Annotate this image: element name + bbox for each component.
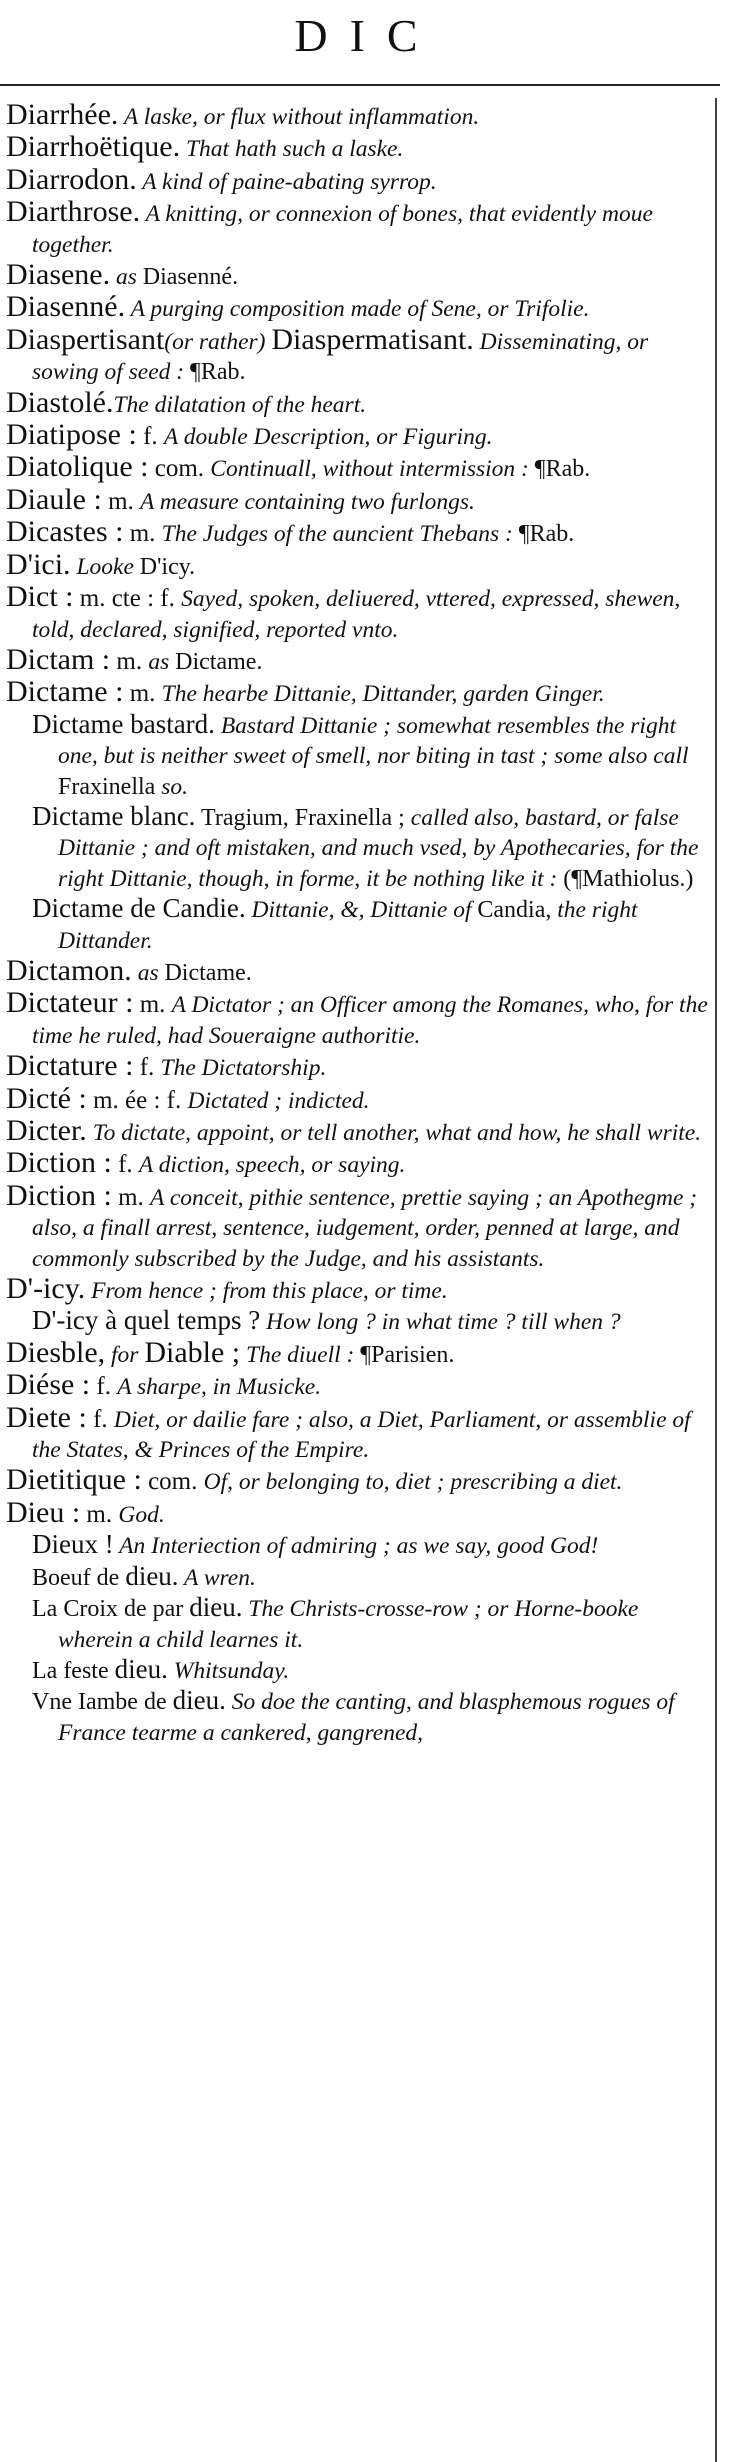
dictionary-entry — [6, 1335, 708, 1370]
headword: Diction : — [6, 1146, 112, 1180]
definition: From hence ; from this place, or time. — [85, 1278, 448, 1305]
definition: A conceit, pithie sentence, prettie saying ; an Apothegme ; also, a finall arrest, sentence, iudgement, order, penned at large, and commonly subscribed by the Judge, and his assistants. — [32, 1184, 698, 1272]
dictionary-entry — [6, 292, 708, 324]
sub-entry — [6, 1686, 708, 1748]
grammar-note: m. — [123, 520, 162, 548]
roman-text: Tragium, Fraxinella ; — [195, 804, 411, 831]
roman-text: La feste — [32, 1657, 115, 1684]
dictionary-entry — [6, 385, 708, 420]
headword: Dictame : — [6, 675, 124, 709]
grammar-note: m. — [133, 991, 172, 1019]
definition: as — [148, 648, 176, 675]
dictionary-entry — [6, 132, 708, 164]
definition: A laske, or flux without inflammation. — [118, 104, 480, 130]
definition: Dittanie, &, Dittanie of — [245, 897, 478, 924]
definition: called also, bastard, or false Dittanie ; and oft mistaken, and much vsed, by Apothecaries, for the right Dittanie, though, in forme, it be nothing like it : — [58, 804, 699, 892]
page-header: DIC — [294, 10, 440, 61]
definition: Whitsunday. — [167, 1657, 290, 1684]
sub-entry — [6, 1562, 708, 1593]
roman-text: Vne Iambe de — [32, 1689, 173, 1716]
definition: Diet, or dailie fare ; also, a Diet, Parliament, or assemblie of the States, & Princes of the Empire. — [32, 1406, 691, 1464]
sub-entry — [6, 894, 708, 956]
headword: Diése : — [6, 1368, 91, 1402]
headword: Diarrodon. — [6, 162, 137, 196]
headword: D'ici. — [6, 547, 71, 581]
definition: An Interiection of admiring ; as we say, good God! — [113, 1533, 599, 1560]
roman-text: Dictame. — [175, 648, 263, 675]
headword: dieu. — [125, 1560, 179, 1591]
headword: Dictam : — [6, 642, 111, 676]
headword: Diatolique : — [6, 450, 149, 484]
grammar-note: m. — [101, 487, 141, 515]
definition: A knitting, or connexion of bones, that evidently moue together. — [32, 201, 653, 258]
definition: as — [131, 959, 165, 986]
definition: A measure containing two furlongs. — [140, 488, 475, 515]
headword: Dictame de Candie. — [32, 893, 246, 924]
roman-text: ¶Rab. — [189, 359, 246, 386]
definition: Looke — [70, 553, 140, 580]
headword: Diete : — [6, 1400, 87, 1434]
definition: for — [105, 1341, 145, 1368]
definition: The Judges of the auncient Thebans : — [161, 521, 519, 548]
definition: Of, or belonging to, diet ; prescribing a diet. — [203, 1469, 623, 1496]
headword: Diastolé. — [6, 385, 114, 419]
grammar-note: m. — [123, 680, 162, 708]
dictionary-entry — [6, 1148, 708, 1180]
dictionary-entry — [6, 260, 708, 292]
dictionary-entry — [6, 322, 708, 388]
dictionary-entry — [6, 1370, 708, 1402]
grammar-note: m. ée : f. — [86, 1086, 188, 1114]
grammar-note: f. — [86, 1405, 114, 1433]
headword: Dict : — [6, 580, 74, 614]
headword: Dictateur : — [6, 986, 134, 1020]
headword: Diasenné. — [6, 290, 126, 324]
headword: Dictame bastard. — [32, 708, 215, 739]
headword: dieu. — [114, 1653, 168, 1684]
headword: Diction : — [6, 1178, 112, 1212]
headword: Dietitique : — [6, 1463, 142, 1497]
sub-entry — [6, 1530, 708, 1561]
headword: Dieux ! — [32, 1529, 114, 1560]
headword: Dicter. — [6, 1114, 87, 1147]
definition: A diction, speech, or saying. — [138, 1152, 406, 1179]
roman-text: Boeuf de — [32, 1564, 126, 1591]
headword: Diarrhoëtique. — [6, 130, 181, 164]
dictionary-entry — [6, 517, 708, 549]
roman-text: La Croix de par — [32, 1596, 190, 1623]
dictionary-entry — [6, 420, 708, 452]
headword: Diaule : — [6, 482, 102, 516]
grammar-note: f. — [111, 1151, 139, 1179]
dictionary-entry — [6, 1465, 708, 1497]
dictionary-entry — [6, 1116, 708, 1148]
headword: Diaspertisant — [6, 322, 165, 356]
grammar-note: m. cte : f. — [73, 585, 182, 613]
grammar-note: com. — [148, 455, 211, 483]
grammar-note: f. — [133, 1054, 161, 1082]
definition: The Dictatorship. — [160, 1055, 327, 1082]
definition: so. — [155, 773, 188, 800]
dictionary-entry — [6, 547, 708, 582]
dictionary-entry — [6, 1274, 708, 1306]
dictionary-entry — [6, 162, 708, 197]
grammar-note: com. — [141, 1468, 204, 1496]
grammar-note: m. — [111, 1183, 151, 1211]
dictionary-entry — [6, 1081, 708, 1116]
headword: Diesble, — [6, 1335, 106, 1369]
definition: The dilatation of the heart. — [113, 391, 367, 418]
headword: Diable ; — [144, 1335, 241, 1369]
roman-text: D'icy. — [139, 553, 196, 580]
headword: Dictamon. — [6, 953, 132, 987]
header-rule — [0, 84, 720, 86]
roman-text: ¶Rab. — [518, 521, 575, 548]
definition: Disseminating, or sowing of seed : — [32, 328, 649, 386]
definition: A wren. — [178, 1564, 256, 1591]
roman-text: Fraxinella — [58, 773, 156, 800]
dictionary-entry — [6, 642, 708, 677]
definition: That hath such a laske. — [180, 136, 404, 163]
definition: (or rather) — [164, 328, 272, 355]
sub-entry — [6, 710, 708, 802]
definition: Dictated ; indicted. — [187, 1087, 370, 1114]
sub-entry — [6, 1655, 708, 1686]
headword: Diatipose : — [6, 418, 137, 452]
definition: To dictate, appoint, or tell another, what and how, he shall write. — [86, 1120, 702, 1146]
roman-text: Dictame. — [164, 959, 252, 986]
headword: Dictame blanc. — [32, 800, 196, 831]
dictionary-entry — [6, 953, 708, 988]
headword: Diasene. — [6, 258, 111, 292]
roman-text: Candia, — [477, 897, 552, 924]
definition: The Christs-crosse-row ; or Horne-booke wherein a child learnes it. — [58, 1596, 639, 1653]
definition: Sayed, spoken, deliuered, vttered, expressed, shewen, told, declared, signified, reported vnto. — [32, 586, 681, 643]
dictionary-entry — [6, 1051, 708, 1083]
headword: D'-icy à quel temps ? — [32, 1305, 261, 1336]
headword: Dieu : — [6, 1495, 81, 1529]
dictionary-entry — [6, 677, 708, 709]
dictionary-entry — [6, 482, 708, 517]
headword: Diarthrose. — [6, 195, 141, 229]
sub-entry — [6, 1593, 708, 1655]
dictionary-entries — [6, 100, 708, 1748]
roman-text: (¶Mathiolus.) — [563, 865, 694, 892]
definition: Bastard Dittanie ; somewhat resembles the right one, but is neither sweet of smell, nor biting in tast ; some also call — [58, 712, 689, 770]
definition: A sharpe, in Musicke. — [117, 1374, 322, 1401]
roman-text: Diasenné. — [142, 264, 239, 291]
dictionary-entry — [6, 1178, 708, 1274]
sub-entry — [6, 802, 708, 894]
definition: The diuell : — [240, 1341, 361, 1368]
definition: A purging composition made of Sene, or Trifolie. — [125, 296, 590, 323]
definition: as — [110, 264, 143, 291]
sub-entry — [6, 1306, 708, 1337]
definition: the right Dittander. — [58, 897, 638, 954]
roman-text: ¶Rab. — [534, 456, 591, 483]
dictionary-entry — [6, 100, 708, 132]
headword: Dictature : — [6, 1049, 134, 1083]
dictionary-entry — [6, 1495, 708, 1530]
headword: D'-icy. — [6, 1272, 86, 1306]
roman-text: ¶Parisien. — [360, 1341, 455, 1368]
grammar-note: f. — [136, 423, 164, 451]
grammar-note: m. — [80, 1500, 119, 1528]
dictionary-entry — [6, 197, 708, 260]
definition: The hearbe Dittanie, Dittander, garden Ginger. — [161, 681, 605, 708]
column-rule — [715, 98, 717, 2462]
definition: God. — [118, 1501, 165, 1528]
headword: Dicté : — [6, 1081, 87, 1115]
headword: Dicastes : — [6, 515, 124, 549]
dictionary-entry — [6, 452, 708, 484]
grammar-note: m. — [110, 647, 149, 675]
dictionary-entry — [6, 582, 708, 645]
headword: Diaspermatisant. — [271, 322, 474, 356]
definition: A Dictator ; an Officer among the Romanes, who, for the time he ruled, had Soueraigne authoritie. — [32, 992, 708, 1049]
definition: A kind of paine-abating syrrop. — [136, 168, 437, 195]
definition: How long ? in what time ? till when ? — [260, 1309, 621, 1336]
headword: Diarrhée. — [6, 98, 119, 131]
definition: A double Description, or Figuring. — [163, 424, 493, 451]
definition: So doe the canting, and blasphemous rogues of France tearme a cankered, gangrened, — [58, 1689, 675, 1746]
definition: Continuall, without intermission : — [210, 456, 535, 483]
headword: dieu. — [172, 1685, 226, 1716]
headword: dieu. — [189, 1592, 243, 1623]
dictionary-entry — [6, 988, 708, 1051]
dictionary-entry — [6, 1400, 708, 1466]
grammar-note: f. — [90, 1373, 118, 1401]
